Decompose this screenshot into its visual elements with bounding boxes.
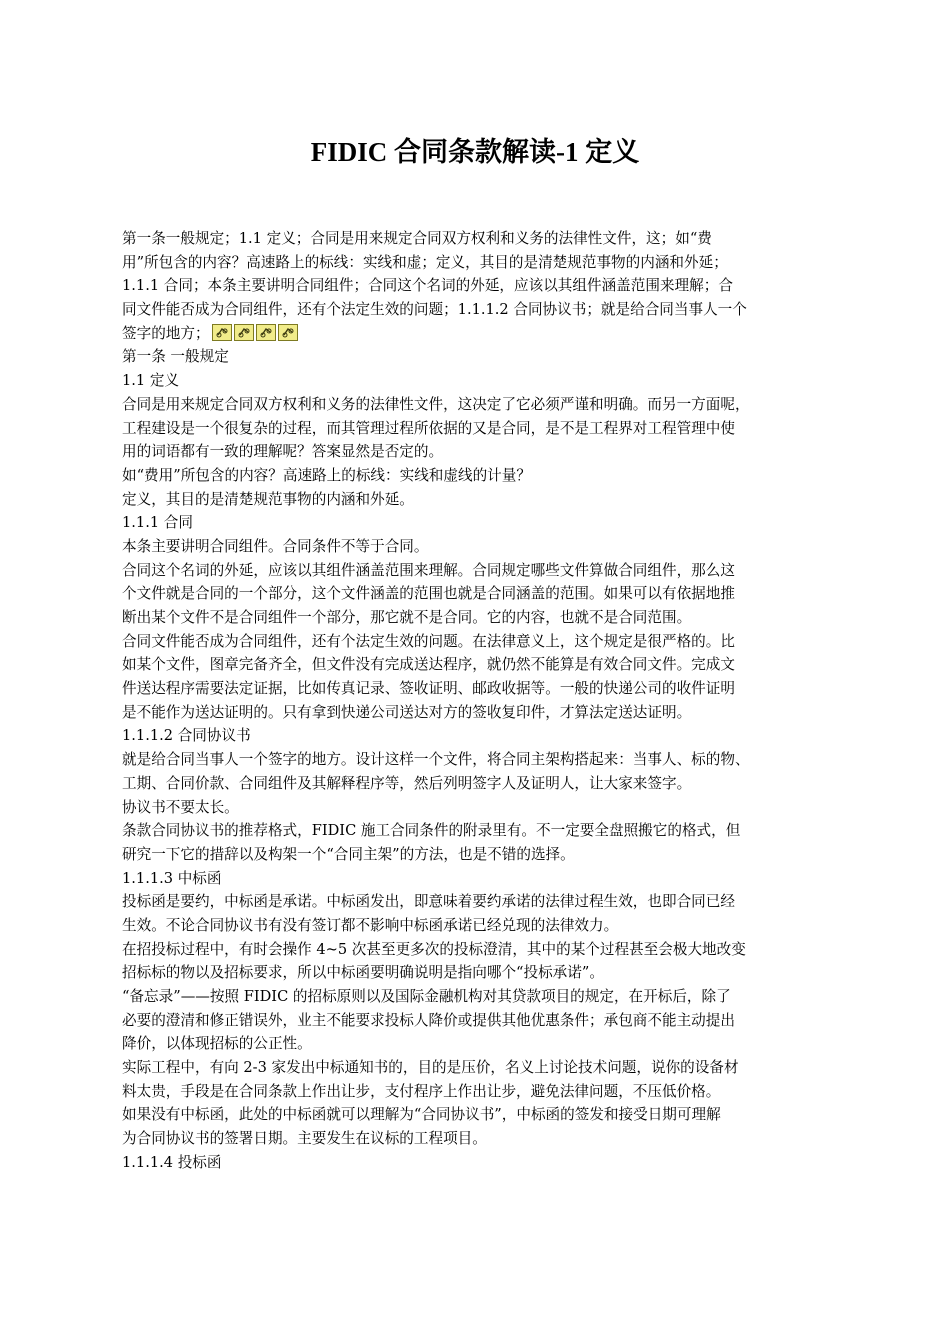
body-paragraph [122,819,834,866]
paragraph-line: 用的词语都有一致的理解呢？答案显然是否定的。 [122,443,444,461]
paragraph-line: 降价，以体现招标的公正性。 [122,1035,312,1053]
paragraph-line: 如“费用”所包含的内容？高速路上的标线：实线和虚线的计量？ [122,466,531,484]
paragraph-line: 研究一下它的措辞以及构架一个“合同主架”的方法，也是不错的选择。 [122,845,575,863]
body-paragraph [122,630,834,725]
paragraph-line: 1.1.1.4 投标函 [122,1153,222,1171]
paragraph-line: 工程建设是一个很复杂的过程，而其管理过程所依据的又是合同，是不是工程界对工程管理中使 [122,419,735,437]
paragraph-line: 合同文件能否成为合同组件，还有个法定生效的问题。在法律意义上，这个规定是很严格的。比 [122,632,735,650]
body-paragraph [122,938,834,985]
paragraph-line: 招标标的物以及招标要求，所以中标函要明确说明是指向哪个“投标承诺”。 [122,964,604,982]
paragraph-line: 投标函是要约，中标函是承诺。中标函发出，即意味着要约承诺的法律过程生效，也即合同已经 [122,893,735,911]
paragraph-line: 料太贵，手段是在合同条款上作出让步，支付程序上作出让步，避免法律问题，不压低价格。 [122,1082,721,1100]
body-paragraph [122,1056,834,1103]
link-icon [234,324,254,341]
body-paragraph [122,867,834,891]
paragraph-line: 合同这个名词的外延，应该以其组件涵盖范围来理解。合同规定哪些文件算做合同组件，那么这 [122,561,735,579]
summary-paragraph [122,227,834,345]
paragraph-line: 断出某个文件不是合同组件一个部分，那它就不是合同。它的内容，也就不是合同范围。 [122,609,692,626]
paragraph-line: 1.1.1.3 中标函 [122,869,222,887]
paragraph-line: 定义，其目的是清楚规范事物的内涵和外延。 [122,490,414,508]
paragraph-line: 本条主要讲明合同组件。合同条件不等于合同。 [122,537,429,555]
paragraph-line: 生效。不论合同协议书有没有签订都不影响中标函承诺已经兑现的法律效力。 [122,916,619,934]
body-paragraph [122,748,834,795]
paragraph-line: 1.1.1 合同 [122,514,193,532]
paragraph-line: 协议书不要太长。 [122,798,239,816]
body-paragraph [122,890,834,937]
body-paragraph [122,985,834,1056]
summary-line-text: 签字的地方； [122,324,210,342]
paragraph-line: 合同是用来规定合同双方权利和义务的法律性文件，这决定了它必须严谨和明确。而另一方面呢， [122,395,750,413]
body-paragraph [122,724,834,748]
paragraph-line: 工期、合同价款、合同组件及其解释程序等，然后列明签字人及证明人，让大家来签字。 [122,774,692,792]
paragraph-line: 1.1 定义 [122,372,180,390]
body-paragraph [122,1103,834,1150]
link-icon [278,324,298,341]
paragraph-line: 就是给合同当事人一个签字的地方。设计这样一个文件，将合同主架构搭起来：当事人、标的物、 [122,751,750,769]
paragraph-line: 实际工程中，有向 2-3 家发出中标通知书的，目的是压价，名义上讨论技术问题，说你的设备材 [122,1059,739,1077]
summary-line: 同文件能否成为合同组件，还有个法定生效的问题；1.1.1.2 合同协议书；就是给合同当事人一个 [122,301,747,319]
paragraph-line: 在招投标过程中，有时会操作 4~5 次甚至更多次的投标澄清，其中的某个过程甚至会极大地改变 [122,940,746,958]
body-paragraph [122,345,834,369]
body-paragraph [122,393,834,464]
body-paragraph [122,1151,834,1175]
sections-container [122,345,834,1174]
paragraph-line: 必要的澄清和修正错误外，业主不能要求投标人降价或提供其他优惠条件；承包商不能主动提出 [122,1011,735,1029]
body-paragraph [122,511,834,535]
paragraph-line: 为合同协议书的签署日期。主要发生在议标的工程项目。 [122,1130,487,1148]
body-paragraph [122,488,834,512]
paragraph-line: “备忘录”——按照 FIDIC 的招标原则以及国际金融机构对其贷款项目的规定，在开标后，除了 [122,988,731,1005]
summary-line: 第一条一般规定；1.1 定义；合同是用来规定合同双方权利和义务的法律性文件，这；如“费 [122,230,712,247]
document-title: FIDIC 合同条款解读-1 定义 [310,137,640,167]
paragraph-line: 第一条 一般规定 [122,348,229,366]
summary-line: 用”所包含的内容？高速路上的标线：实线和虚；定义，其目的是清楚规范事物的内涵和外延； [122,253,728,271]
body-paragraph [122,369,834,393]
paragraph-line: 是不能作为送达证明的。只有拿到快递公司送达对方的签收复印件，才算法定送达证明。 [122,703,692,721]
summary-line-last [122,322,834,346]
body-paragraph [122,464,834,488]
paragraph-line: 个文件就是合同的一个部分，这个文件涵盖的范围也就是合同涵盖的范围。如果可以有依据地推 [122,585,735,603]
paragraph-line: 条款合同协议书的推荐格式，FIDIC 施工合同条件的附录里有。不一定要全盘照搬它的格式，但 [122,822,741,840]
body-paragraph [122,535,834,559]
paragraph-line: 件送达程序需要法定证据，比如传真记录、签收证明、邮政收据等。一般的快递公司的收件证明 [122,680,735,698]
paragraph-line: 1.1.1.2 合同协议书 [122,727,251,745]
paragraph-line: 如某个文件，图章完备齐全，但文件没有完成送达程序，就仍然不能算是有效合同文件。完成文 [122,656,735,674]
document-body [122,227,834,1175]
paragraph-line: 如果没有中标函，此处的中标函就可以理解为“合同协议书”，中标函的签发和接受日期可理解 [122,1106,721,1124]
body-paragraph [122,796,834,820]
summary-line: 1.1.1 合同；本条主要讲明合同组件；合同这个名词的外延，应该以其组件涵盖范围来理解；合 [122,277,733,295]
body-paragraph [122,559,834,630]
link-icon [256,324,276,341]
link-icon [212,324,232,341]
